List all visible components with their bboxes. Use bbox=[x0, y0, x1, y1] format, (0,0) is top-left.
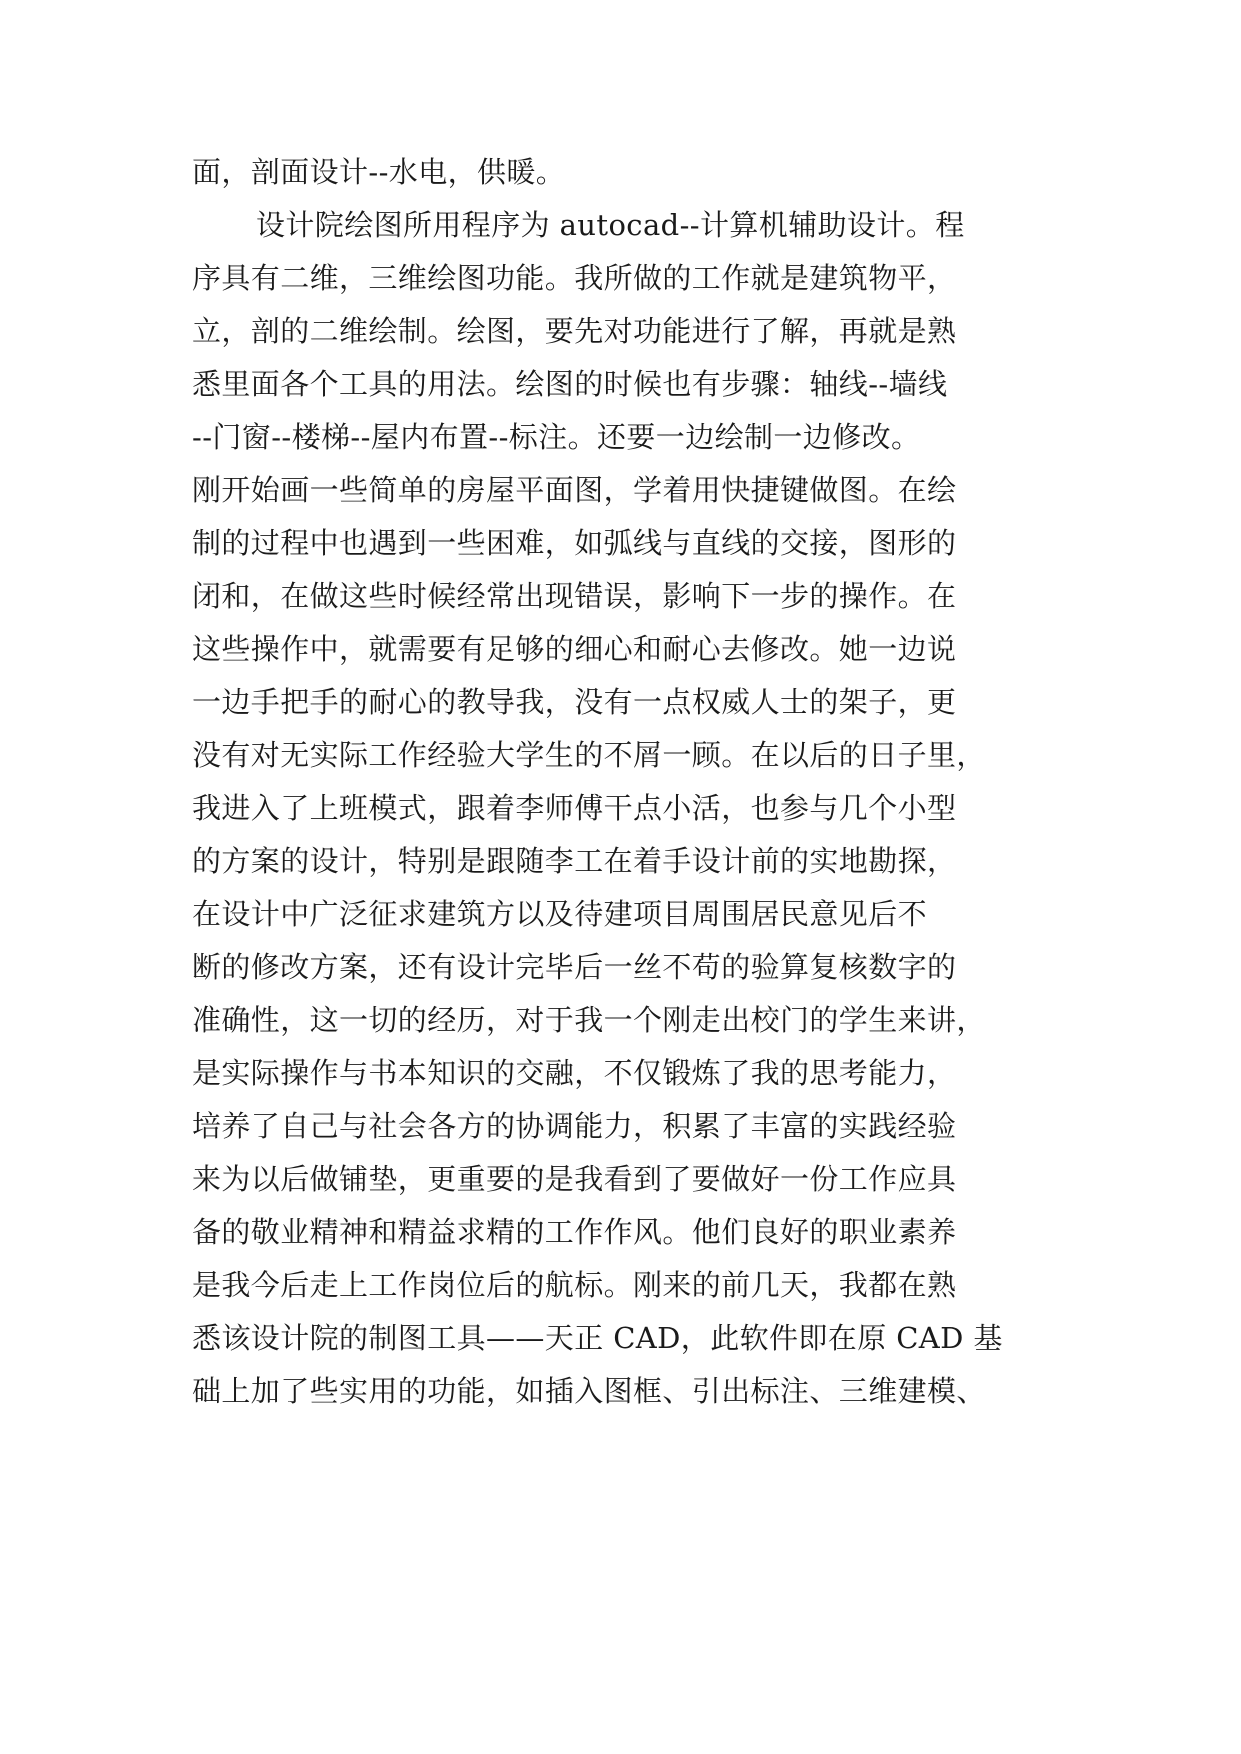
text-line: 的方案的设计，特别是跟随李工在着手设计前的实地勘探， bbox=[192, 844, 957, 878]
paragraph-first-line: 设计院绘图所用程序为 autocad--计算机辅助设计。程 bbox=[256, 208, 965, 242]
text-line: 断的修改方案，还有设计完毕后一丝不苟的验算复核数字的 bbox=[192, 950, 957, 984]
text-line: 悉该设计院的制图工具——天正 CAD，此软件即在原 CAD 基 bbox=[192, 1321, 1003, 1355]
text-line: 我进入了上班模式，跟着李师傅干点小活，也参与几个小型 bbox=[192, 791, 957, 825]
text-line: 闭和，在做这些时候经常出现错误，影响下一步的操作。在 bbox=[192, 579, 957, 613]
text-line: 面，剖面设计--水电，供暖。 bbox=[192, 155, 566, 189]
text-line: --门窗--楼梯--屋内布置--标注。还要一边绘制一边修改。 bbox=[192, 420, 921, 454]
text-line: 这些操作中，就需要有足够的细心和耐心去修改。她一边说 bbox=[192, 632, 957, 666]
text-line: 是实际操作与书本知识的交融，不仅锻炼了我的思考能力， bbox=[192, 1056, 957, 1090]
text-line: 刚开始画一些简单的房屋平面图，学着用快捷键做图。在绘 bbox=[192, 473, 957, 507]
text-line: 在设计中广泛征求建筑方以及待建项目周围居民意见后不 bbox=[192, 897, 928, 931]
text-line: 序具有二维，三维绘图功能。我所做的工作就是建筑物平， bbox=[192, 261, 957, 295]
text-line: 一边手把手的耐心的教导我，没有一点权威人士的架子，更 bbox=[192, 685, 957, 719]
text-line: 没有对无实际工作经验大学生的不屑一顾。在以后的日子里， bbox=[192, 738, 986, 772]
text-line: 悉里面各个工具的用法。绘图的时候也有步骤：轴线--墙线 bbox=[192, 367, 948, 401]
text-line: 来为以后做铺垫，更重要的是我看到了要做好一份工作应具 bbox=[192, 1162, 957, 1196]
text-line: 础上加了些实用的功能，如插入图框、引出标注、三维建模、 bbox=[192, 1374, 986, 1408]
text-line: 是我今后走上工作岗位后的航标。刚来的前几天，我都在熟 bbox=[192, 1268, 957, 1302]
text-line: 备的敬业精神和精益求精的工作作风。他们良好的职业素养 bbox=[192, 1215, 957, 1249]
text-line: 立，剖的二维绘制。绘图，要先对功能进行了解，再就是熟 bbox=[192, 314, 957, 348]
text-line: 培养了自己与社会各方的协调能力，积累了丰富的实践经验 bbox=[192, 1109, 957, 1143]
text-line: 准确性，这一切的经历，对于我一个刚走出校门的学生来讲， bbox=[192, 1003, 986, 1037]
text-line: 制的过程中也遇到一些困难，如弧线与直线的交接，图形的 bbox=[192, 526, 957, 560]
